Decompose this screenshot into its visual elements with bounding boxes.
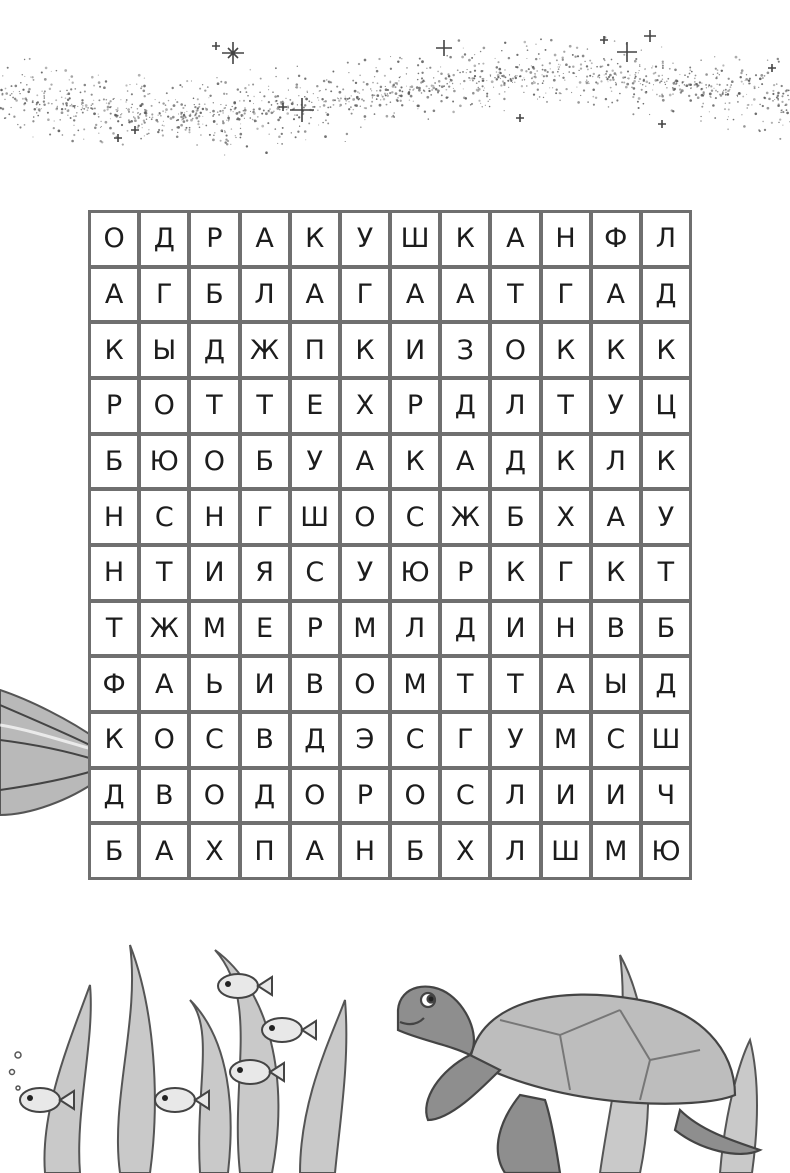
- grid-cell[interactable]: У: [292, 436, 338, 488]
- sea-turtle-icon: [398, 987, 760, 1173]
- grid-cell[interactable]: Ю: [392, 547, 438, 599]
- grid-cell[interactable]: Р: [442, 547, 488, 599]
- grid-cell[interactable]: И: [242, 658, 288, 710]
- grid-cell[interactable]: К: [91, 324, 137, 376]
- grid-cell[interactable]: И: [593, 770, 639, 822]
- grid-cell[interactable]: О: [191, 436, 237, 488]
- grid-cell[interactable]: В: [593, 603, 639, 655]
- grid-cell[interactable]: Ш: [392, 213, 438, 265]
- grid-cell[interactable]: К: [492, 547, 538, 599]
- starry-sky-decoration: [0, 0, 790, 190]
- grid-cell[interactable]: О: [141, 714, 187, 766]
- grid-cell[interactable]: К: [392, 436, 438, 488]
- grid-cell[interactable]: В: [292, 658, 338, 710]
- grid-cell[interactable]: Ф: [91, 658, 137, 710]
- grid-cell[interactable]: Ж: [141, 603, 187, 655]
- grid-cell[interactable]: Т: [492, 658, 538, 710]
- grid-cell[interactable]: К: [643, 436, 689, 488]
- grid-cell[interactable]: Д: [242, 770, 288, 822]
- grid-cell[interactable]: В: [242, 714, 288, 766]
- grid-cell[interactable]: Ж: [242, 324, 288, 376]
- grid-cell[interactable]: Д: [442, 603, 488, 655]
- grid-cell[interactable]: Х: [191, 825, 237, 877]
- grid-cell[interactable]: Р: [191, 213, 237, 265]
- grid-cell[interactable]: Л: [593, 436, 639, 488]
- grid-cell[interactable]: Н: [543, 603, 589, 655]
- grid-cell[interactable]: Д: [643, 658, 689, 710]
- fish-icon: [20, 974, 316, 1112]
- grid-cell[interactable]: Г: [442, 714, 488, 766]
- grid-cell[interactable]: Г: [141, 269, 187, 321]
- grid-cell[interactable]: Б: [91, 436, 137, 488]
- grid-cell[interactable]: Г: [342, 269, 388, 321]
- grid-cell[interactable]: Л: [492, 770, 538, 822]
- grid-cell[interactable]: И: [492, 603, 538, 655]
- sparkle-icon: [617, 42, 637, 62]
- grid-cell[interactable]: И: [191, 547, 237, 599]
- grid-cell[interactable]: Я: [242, 547, 288, 599]
- grid-cell[interactable]: Н: [91, 547, 137, 599]
- grid-cell[interactable]: У: [492, 714, 538, 766]
- grid-cell[interactable]: И: [543, 770, 589, 822]
- sparkle-icon: [436, 40, 452, 56]
- grid-cell[interactable]: Т: [242, 380, 288, 432]
- grid-cell[interactable]: Л: [242, 269, 288, 321]
- grid-cell[interactable]: М: [191, 603, 237, 655]
- grid-cell[interactable]: О: [342, 658, 388, 710]
- grid-cell[interactable]: А: [292, 269, 338, 321]
- grid-cell[interactable]: Т: [442, 658, 488, 710]
- grid-cell[interactable]: Ш: [292, 491, 338, 543]
- sparkle-icon: [222, 42, 244, 64]
- grid-cell[interactable]: Т: [492, 269, 538, 321]
- grid-cell[interactable]: С: [442, 770, 488, 822]
- grid-cell[interactable]: А: [342, 436, 388, 488]
- grid-cell[interactable]: Б: [191, 269, 237, 321]
- grid-cell[interactable]: Ш: [543, 825, 589, 877]
- grid-cell[interactable]: С: [191, 714, 237, 766]
- grid-cell[interactable]: О: [342, 491, 388, 543]
- grid-cell[interactable]: Д: [91, 770, 137, 822]
- grid-cell[interactable]: С: [392, 491, 438, 543]
- grid-cell[interactable]: Ж: [442, 491, 488, 543]
- seaweed-icon: [44, 945, 757, 1173]
- grid-cell[interactable]: А: [91, 269, 137, 321]
- grid-cell[interactable]: И: [392, 324, 438, 376]
- grid-cell[interactable]: Г: [242, 491, 288, 543]
- grid-cell[interactable]: К: [643, 324, 689, 376]
- sparkle-icon: [768, 64, 776, 72]
- grid-cell[interactable]: Э: [342, 714, 388, 766]
- grid-cell[interactable]: Ы: [593, 658, 639, 710]
- grid-cell[interactable]: К: [543, 324, 589, 376]
- grid-cell[interactable]: А: [593, 269, 639, 321]
- grid-cell[interactable]: Б: [392, 825, 438, 877]
- grid-cell[interactable]: А: [492, 213, 538, 265]
- grid-cell[interactable]: У: [643, 491, 689, 543]
- word-search-grid: [88, 210, 692, 880]
- grid-cell[interactable]: Е: [292, 380, 338, 432]
- grid-cell[interactable]: В: [141, 770, 187, 822]
- grid-cell[interactable]: Н: [342, 825, 388, 877]
- grid-cell[interactable]: Л: [392, 603, 438, 655]
- grid-cell[interactable]: Ь: [191, 658, 237, 710]
- grid-cell[interactable]: Т: [141, 547, 187, 599]
- grid-cell[interactable]: Ю: [141, 436, 187, 488]
- grid-cell[interactable]: А: [442, 436, 488, 488]
- sparkle-icon: [600, 36, 608, 44]
- grid-cell[interactable]: О: [141, 380, 187, 432]
- grid-cell[interactable]: К: [543, 436, 589, 488]
- grid-cell[interactable]: Ы: [141, 324, 187, 376]
- grid-cell[interactable]: А: [593, 491, 639, 543]
- grid-cell[interactable]: Г: [543, 547, 589, 599]
- grid-cell[interactable]: Х: [342, 380, 388, 432]
- grid-cell[interactable]: Л: [492, 380, 538, 432]
- sparkle-icon: [516, 114, 524, 122]
- grid-cell[interactable]: Х: [543, 491, 589, 543]
- grid-cell[interactable]: П: [242, 825, 288, 877]
- grid-cell[interactable]: Н: [191, 491, 237, 543]
- grid-cell[interactable]: Д: [191, 324, 237, 376]
- grid-cell[interactable]: Б: [91, 825, 137, 877]
- grid-cell[interactable]: А: [141, 825, 187, 877]
- grid-cell[interactable]: Ш: [643, 714, 689, 766]
- grid-cell[interactable]: О: [191, 770, 237, 822]
- grid-cell[interactable]: О: [91, 213, 137, 265]
- grid-cell[interactable]: Ф: [593, 213, 639, 265]
- grid-cell[interactable]: Х: [442, 825, 488, 877]
- grid-cell[interactable]: Л: [643, 213, 689, 265]
- grid-cell[interactable]: А: [392, 269, 438, 321]
- sparkle-icon: [212, 42, 220, 50]
- grid-cell[interactable]: Ч: [643, 770, 689, 822]
- grid-cell[interactable]: А: [141, 658, 187, 710]
- grid-cell[interactable]: О: [292, 770, 338, 822]
- grid-cell[interactable]: К: [593, 324, 639, 376]
- grid-cell[interactable]: А: [442, 269, 488, 321]
- grid-cell[interactable]: М: [342, 603, 388, 655]
- grid-cell[interactable]: Р: [392, 380, 438, 432]
- grid-cell[interactable]: А: [543, 658, 589, 710]
- grid-cell[interactable]: Р: [91, 380, 137, 432]
- grid-cell[interactable]: С: [392, 714, 438, 766]
- grid-cell[interactable]: З: [442, 324, 488, 376]
- grid-cell[interactable]: С: [141, 491, 187, 543]
- grid-cell[interactable]: Р: [292, 603, 338, 655]
- grid-cell[interactable]: У: [342, 547, 388, 599]
- grid-cell[interactable]: А: [242, 213, 288, 265]
- sparkle-icon: [658, 120, 666, 128]
- grid-cell[interactable]: К: [292, 213, 338, 265]
- grid-cell[interactable]: У: [342, 213, 388, 265]
- grid-cell[interactable]: М: [392, 658, 438, 710]
- grid-cell[interactable]: Е: [242, 603, 288, 655]
- grid-cell[interactable]: Т: [91, 603, 137, 655]
- grid-cell[interactable]: Д: [643, 269, 689, 321]
- grid-cell[interactable]: Д: [492, 436, 538, 488]
- grid-cell[interactable]: Б: [242, 436, 288, 488]
- grid-cell[interactable]: Б: [492, 491, 538, 543]
- grid-cell[interactable]: Т: [643, 547, 689, 599]
- grid-cell[interactable]: Ц: [643, 380, 689, 432]
- grid-cell[interactable]: Ю: [643, 825, 689, 877]
- sparkle-icon: [114, 134, 122, 142]
- grid-cell[interactable]: С: [593, 714, 639, 766]
- grid-cell[interactable]: О: [492, 324, 538, 376]
- grid-cell[interactable]: К: [91, 714, 137, 766]
- grid-cell[interactable]: Д: [141, 213, 187, 265]
- grid-cell[interactable]: С: [292, 547, 338, 599]
- grid-cell[interactable]: Т: [543, 380, 589, 432]
- grid-cell[interactable]: Д: [292, 714, 338, 766]
- grid-cell[interactable]: Т: [191, 380, 237, 432]
- grid-cell[interactable]: К: [342, 324, 388, 376]
- grid-cell[interactable]: Л: [492, 825, 538, 877]
- grid-cell[interactable]: П: [292, 324, 338, 376]
- sparkle-icon: [644, 30, 656, 42]
- grid-cell[interactable]: М: [593, 825, 639, 877]
- grid-cell[interactable]: Д: [442, 380, 488, 432]
- grid-cell[interactable]: Б: [643, 603, 689, 655]
- grid-cell[interactable]: Н: [543, 213, 589, 265]
- grid-cell[interactable]: М: [543, 714, 589, 766]
- grid-cell[interactable]: О: [392, 770, 438, 822]
- grid-cell[interactable]: Н: [91, 491, 137, 543]
- grid-cell[interactable]: У: [593, 380, 639, 432]
- grid-cell[interactable]: Р: [342, 770, 388, 822]
- seaweed-leaf-illustration: [0, 0, 100, 840]
- grid-cell[interactable]: К: [442, 213, 488, 265]
- grid-cell[interactable]: А: [292, 825, 338, 877]
- grid-cell[interactable]: К: [593, 547, 639, 599]
- grid-cell[interactable]: Г: [543, 269, 589, 321]
